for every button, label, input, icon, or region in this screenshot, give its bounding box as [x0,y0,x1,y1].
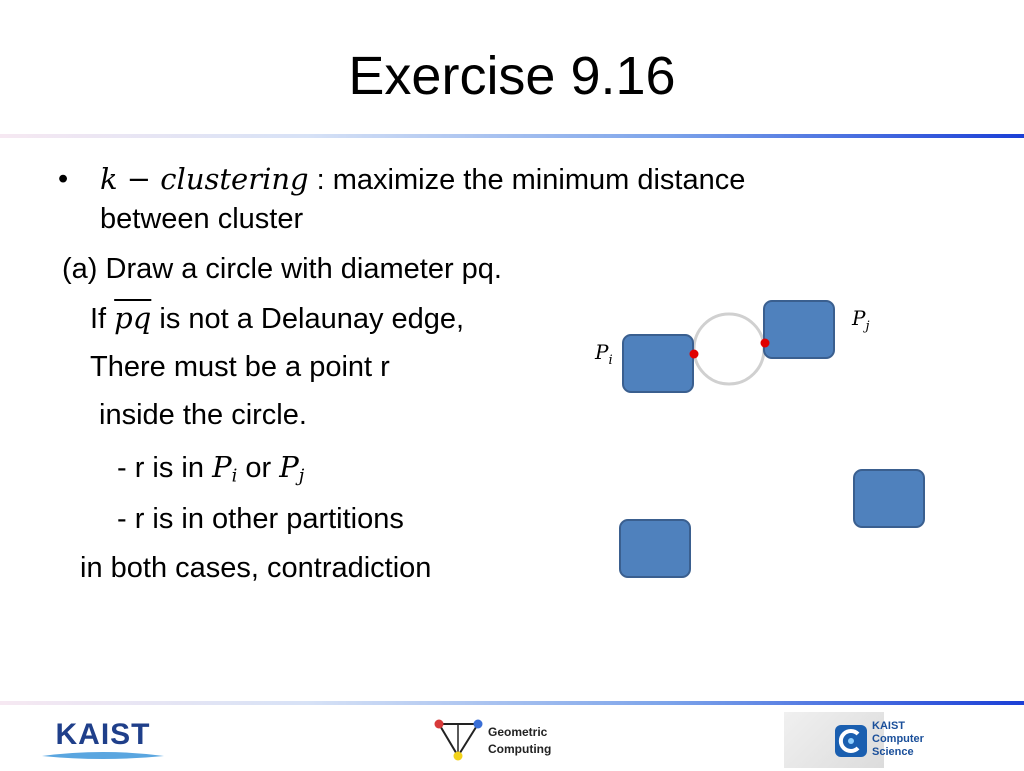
bullet-line-2: between cluster [100,203,304,235]
bullet-marker: • [58,163,69,195]
line-7-mid: or [237,452,280,484]
line-7-pre: - r is in [117,452,213,484]
point-q [761,339,770,348]
kaist-cs-text: KAIST Computer Science [872,720,924,758]
k-clustering-term: k − clustering [100,162,309,196]
cluster-pj [764,301,834,358]
cs-emblem-icon [834,724,868,758]
kaist-wordmark: KAIST [55,718,151,751]
inside-circle-line: inside the circle. [99,399,307,431]
kaist-cs-logo [784,712,944,768]
point-r-line: There must be a point r [90,351,390,383]
line-1-text: : maximize the minimum distance [308,164,746,196]
delaunay-condition-line [90,300,464,337]
point-p [690,350,699,359]
bullet-line-1 [100,161,745,198]
case-1-line [117,449,304,494]
geometric-computing-logo [432,716,572,766]
kaist-logo [40,718,166,764]
cluster-other-2 [620,520,690,577]
cluster-diagram [580,290,940,590]
line-4-post: is not a Delaunay edge, [151,303,465,335]
step-a-line: (a) Draw a circle with diameter pq. [62,253,502,285]
pj-symbol: $P_j$ [279,450,305,487]
pi-symbol: $P_i$ [212,450,238,487]
kaist-swoosh-icon [40,750,166,762]
triangle-graph-icon [432,716,486,766]
bottom-divider [0,701,1024,705]
cluster-pi [623,335,693,392]
cluster-other-1 [854,470,924,527]
slide-title: Exercise 9.16 [348,46,676,106]
label-pj: $P_j$ [852,306,870,334]
geometric-computing-text: Geometric Computing [488,725,552,756]
line-4-pre: If [90,303,115,335]
segment-pq: $\overline{pq}$ [114,301,152,335]
top-divider [0,134,1024,138]
label-pi: $P_i$ [595,340,613,368]
case-2-line: - r is in other partitions [117,503,404,535]
conclusion-line: in both cases, contradiction [80,552,432,584]
diameter-circle [694,314,764,384]
